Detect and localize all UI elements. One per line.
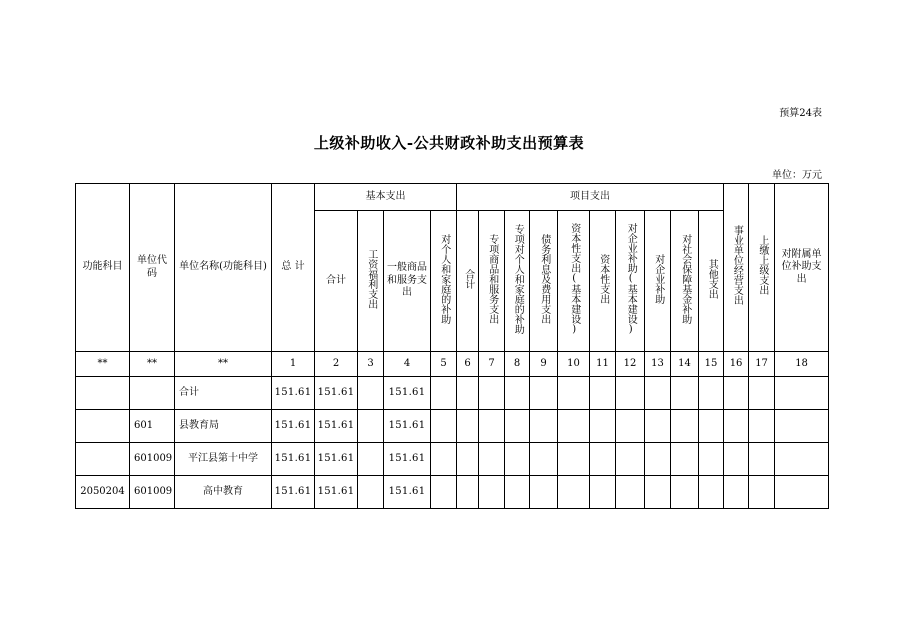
goods-cell: 151.61 xyxy=(384,443,431,476)
header-unit-code: 单位代码 xyxy=(130,184,175,352)
empty-cell xyxy=(431,443,457,476)
empty-cell xyxy=(590,476,616,509)
goods-cell: 151.61 xyxy=(384,377,431,410)
index-cell: 16 xyxy=(724,352,749,377)
header-career-unit: 事业单位经营支出 xyxy=(724,184,749,352)
empty-cell xyxy=(590,410,616,443)
empty-cell xyxy=(616,476,645,509)
empty-cell xyxy=(775,410,829,443)
empty-cell xyxy=(645,410,671,443)
header-proj-enterprise: 对企业补助 xyxy=(645,211,671,352)
wage-cell xyxy=(358,476,384,509)
basic-sum-cell: 151.61 xyxy=(315,476,358,509)
empty-cell xyxy=(616,443,645,476)
form-number: 预算24表 xyxy=(779,108,822,119)
index-row xyxy=(76,352,829,377)
unit-label: 单位：万元 xyxy=(772,170,822,181)
empty-cell xyxy=(699,476,724,509)
empty-cell xyxy=(749,410,775,443)
basic-sum-cell: 151.61 xyxy=(315,443,358,476)
empty-cell xyxy=(671,410,699,443)
empty-cell xyxy=(671,476,699,509)
empty-cell xyxy=(479,476,505,509)
index-cell: ** xyxy=(175,352,272,377)
empty-cell xyxy=(431,476,457,509)
empty-cell xyxy=(616,377,645,410)
basic-sum-cell: 151.61 xyxy=(315,377,358,410)
empty-cell xyxy=(749,377,775,410)
header-basic: 基本支出 xyxy=(315,184,457,211)
wage-cell xyxy=(358,377,384,410)
total-cell: 151.61 xyxy=(272,443,315,476)
empty-cell xyxy=(749,443,775,476)
empty-cell xyxy=(479,377,505,410)
index-cell: ** xyxy=(130,352,175,377)
empty-cell xyxy=(645,476,671,509)
empty-cell xyxy=(724,377,749,410)
header-func-subject: 功能科目 xyxy=(76,184,130,352)
header-unit-name: 单位名称(功能科目) xyxy=(175,184,272,352)
empty-cell xyxy=(775,377,829,410)
empty-cell xyxy=(558,410,590,443)
empty-cell xyxy=(616,410,645,443)
header-basic-wage: 工资福利支出 xyxy=(358,211,384,352)
table-row xyxy=(76,410,829,443)
header-row-1 xyxy=(76,184,829,211)
empty-cell xyxy=(671,377,699,410)
empty-cell xyxy=(530,443,558,476)
index-cell: 4 xyxy=(384,352,431,377)
header-proj-enterprise-basic: 对企业补助(基本建设) xyxy=(616,211,645,352)
empty-cell xyxy=(457,443,479,476)
unit-code-cell: 601 xyxy=(130,410,175,443)
empty-cell xyxy=(775,443,829,476)
wage-cell xyxy=(358,410,384,443)
header-proj-social: 对社会保障基金补助 xyxy=(671,211,699,352)
empty-cell xyxy=(530,377,558,410)
table-row xyxy=(76,377,829,410)
header-basic-sum: 合计 xyxy=(315,211,358,352)
header-project: 项目支出 xyxy=(457,184,724,211)
unit-name-cell: 平江县第十中学 xyxy=(175,443,272,476)
total-cell: 151.61 xyxy=(272,476,315,509)
unit-name-cell: 合计 xyxy=(175,377,272,410)
empty-cell xyxy=(775,476,829,509)
index-cell: 3 xyxy=(358,352,384,377)
index-cell: 1 xyxy=(272,352,315,377)
header-proj-personal: 专项对个人和家庭的补助 xyxy=(505,211,530,352)
index-cell: 10 xyxy=(558,352,590,377)
empty-cell xyxy=(671,443,699,476)
empty-cell xyxy=(457,410,479,443)
index-cell: 12 xyxy=(616,352,645,377)
header-proj-capital-basic: 资本性支出(基本建设) xyxy=(558,211,590,352)
table-row xyxy=(76,443,829,476)
index-cell: 8 xyxy=(505,352,530,377)
index-cell: 2 xyxy=(315,352,358,377)
empty-cell xyxy=(724,410,749,443)
unit-code-cell: 601009 xyxy=(130,476,175,509)
header-proj-capital: 资本性支出 xyxy=(590,211,616,352)
empty-cell xyxy=(505,410,530,443)
func-subject-cell xyxy=(76,443,130,476)
index-cell: 9 xyxy=(530,352,558,377)
empty-cell xyxy=(699,443,724,476)
empty-cell xyxy=(558,443,590,476)
index-cell: 17 xyxy=(749,352,775,377)
index-cell: ** xyxy=(76,352,130,377)
index-cell: 7 xyxy=(479,352,505,377)
unit-code-cell: 601009 xyxy=(130,443,175,476)
empty-cell xyxy=(431,377,457,410)
empty-cell xyxy=(749,476,775,509)
header-proj-goods: 专项商品和服务支出 xyxy=(479,211,505,352)
empty-cell xyxy=(505,476,530,509)
empty-cell xyxy=(505,377,530,410)
empty-cell xyxy=(431,410,457,443)
empty-cell xyxy=(457,377,479,410)
empty-cell xyxy=(645,377,671,410)
empty-cell xyxy=(699,377,724,410)
index-cell: 5 xyxy=(431,352,457,377)
total-cell: 151.61 xyxy=(272,410,315,443)
empty-cell xyxy=(558,377,590,410)
wage-cell xyxy=(358,443,384,476)
page-title: 上级补助收入-公共财政补助支出预算表 xyxy=(313,134,585,152)
unit-name-cell: 县教育局 xyxy=(175,410,272,443)
empty-cell xyxy=(530,476,558,509)
empty-cell xyxy=(530,410,558,443)
empty-cell xyxy=(558,476,590,509)
func-subject-cell xyxy=(76,377,130,410)
header-proj-debt: 债务利息及费用支出 xyxy=(530,211,558,352)
header-upper-pay: 上缴上级支出 xyxy=(749,184,775,352)
unit-name-cell: 高中教育 xyxy=(175,476,272,509)
empty-cell xyxy=(590,377,616,410)
index-cell: 15 xyxy=(699,352,724,377)
empty-cell xyxy=(505,443,530,476)
empty-cell xyxy=(699,410,724,443)
index-cell: 6 xyxy=(457,352,479,377)
goods-cell: 151.61 xyxy=(384,410,431,443)
func-subject-cell xyxy=(76,410,130,443)
table-row xyxy=(76,476,829,509)
empty-cell xyxy=(645,443,671,476)
budget-table xyxy=(75,183,829,509)
index-cell: 13 xyxy=(645,352,671,377)
empty-cell xyxy=(724,476,749,509)
basic-sum-cell: 151.61 xyxy=(315,410,358,443)
empty-cell xyxy=(457,476,479,509)
empty-cell xyxy=(479,443,505,476)
header-basic-goods: 一般商品和服务支出 xyxy=(384,211,431,352)
index-cell: 14 xyxy=(671,352,699,377)
header-total: 总 计 xyxy=(272,184,315,352)
total-cell: 151.61 xyxy=(272,377,315,410)
index-cell: 18 xyxy=(775,352,829,377)
index-cell: 11 xyxy=(590,352,616,377)
goods-cell: 151.61 xyxy=(384,476,431,509)
header-basic-personal: 对个人和家庭的补助 xyxy=(431,211,457,352)
empty-cell xyxy=(724,443,749,476)
header-proj-sum: 合计 xyxy=(457,211,479,352)
func-subject-cell: 2050204 xyxy=(76,476,130,509)
header-proj-other: 其他支出 xyxy=(699,211,724,352)
empty-cell xyxy=(479,410,505,443)
header-affiliated: 对附属单位补助支出 xyxy=(775,184,829,352)
empty-cell xyxy=(590,443,616,476)
unit-code-cell xyxy=(130,377,175,410)
